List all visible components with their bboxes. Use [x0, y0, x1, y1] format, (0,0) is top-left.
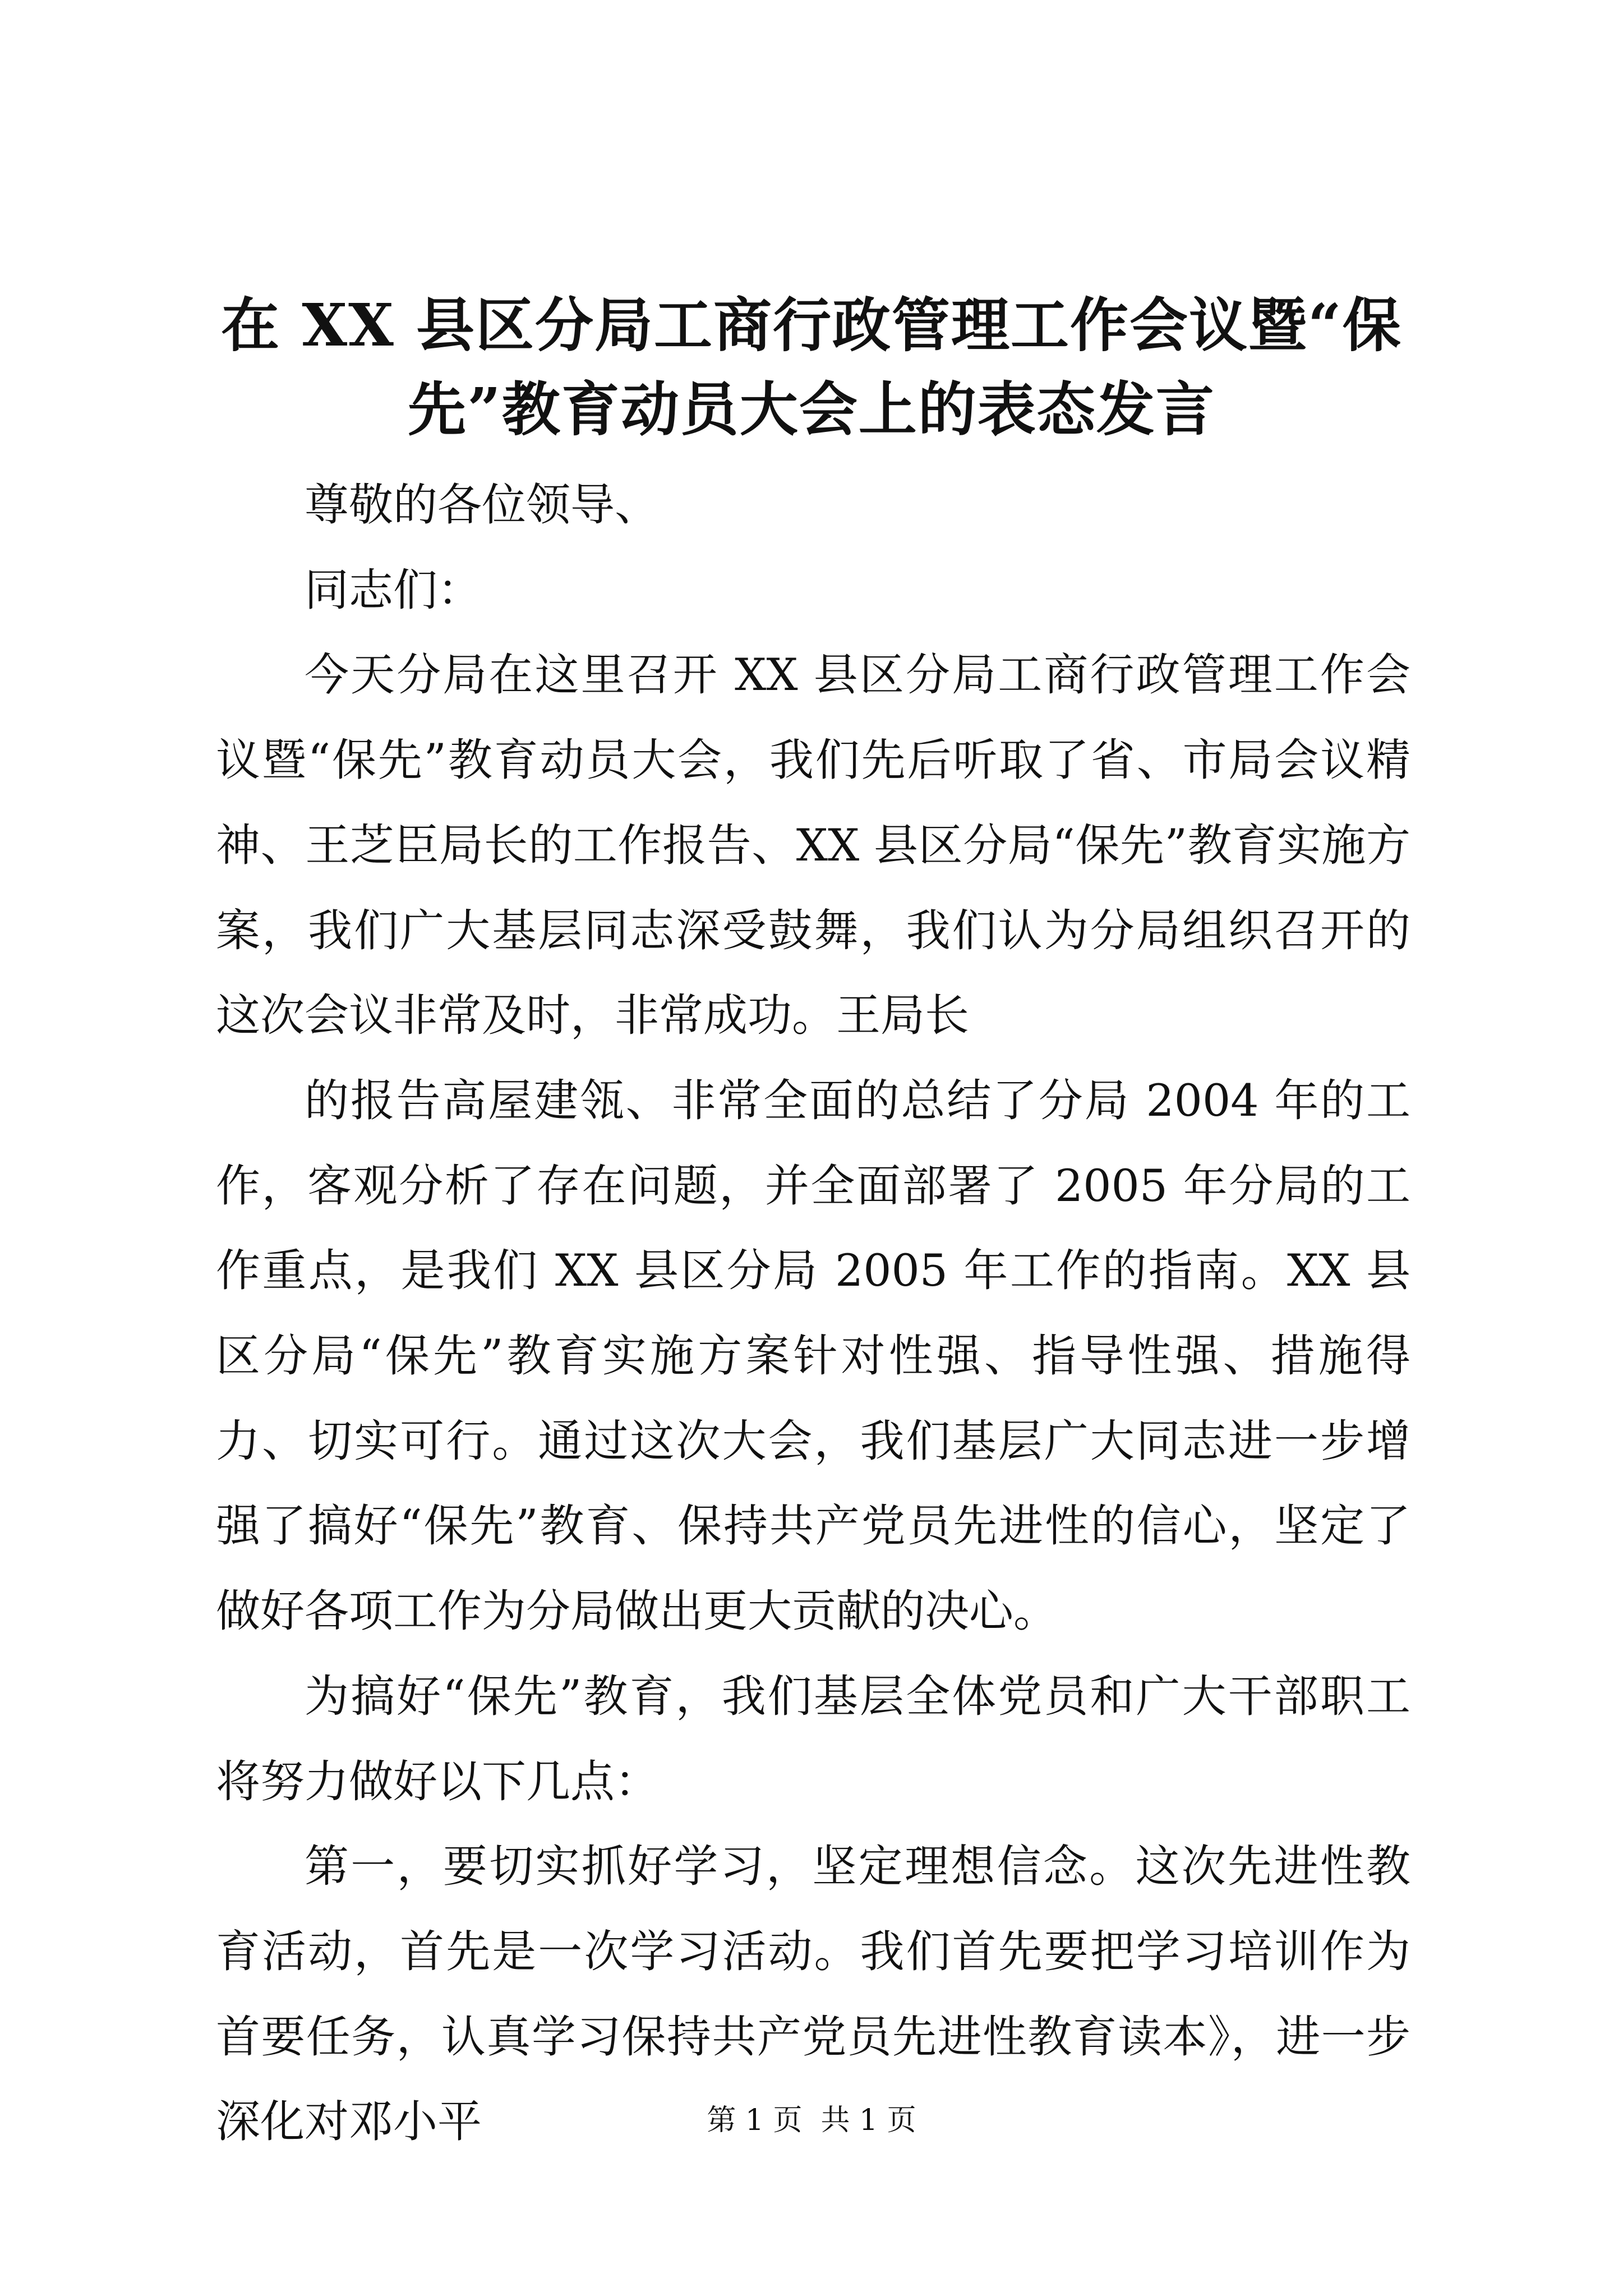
- title-line-2: 先”教育动员大会上的表态发言: [408, 375, 1215, 444]
- salutation-line-2: 同志们：: [305, 564, 482, 616]
- document-body: [216, 463, 1410, 2165]
- body-paragraph: 的报告高屋建瓴、非常全面的总结了分局 2004 年的工作，客观分析了存在问题，并全面部署了 2005 年分局的工作重点，是我们 XX 县区分局 2005 年工作的指南。XX 县区分局“保先”教育实施方案针对性强、指导性强、措施得力、切实可行。通过这次大会，我们基层广大同志进一步增强了搞好“保先”教育、保持共产党员先进性的信心，坚定了做好各项工作为分局做出更大贡献的决心。: [216, 1074, 1410, 1637]
- page-number: 第 1 页 共 1 页: [707, 2104, 916, 2137]
- title-line-1: 在 XX 县区分局工商行政管理工作会议暨“保: [221, 291, 1402, 360]
- salutation-line-1: 尊敬的各位领导、: [305, 479, 659, 531]
- body-paragraph: 为搞好“保先”教育，我们基层全体党员和广大干部职工将努力做好以下几点：: [216, 1670, 1410, 1807]
- page-footer: [0, 2101, 1623, 2140]
- document-title: [213, 283, 1410, 452]
- body-paragraph: 第一，要切实抓好学习，坚定理想信念。这次先进性教育活动，首先是一次学习活动。我们首先要把学习培训作为首要任务，认真学习保持共产党员先进性教育读本》，进一步深化对邓小平: [216, 1841, 1410, 2148]
- body-paragraph: 今天分局在这里召开 XX 县区分局工商行政管理工作会议暨“保先”教育动员大会，我们先后听取了省、市局会议精神、王芝臣局长的工作报告、XX 县区分局“保先”教育实施方案，我们广大基层同志深受鼓舞，我们认为分局组织召开的这次会议非常及时，非常成功。王局长: [216, 649, 1410, 1042]
